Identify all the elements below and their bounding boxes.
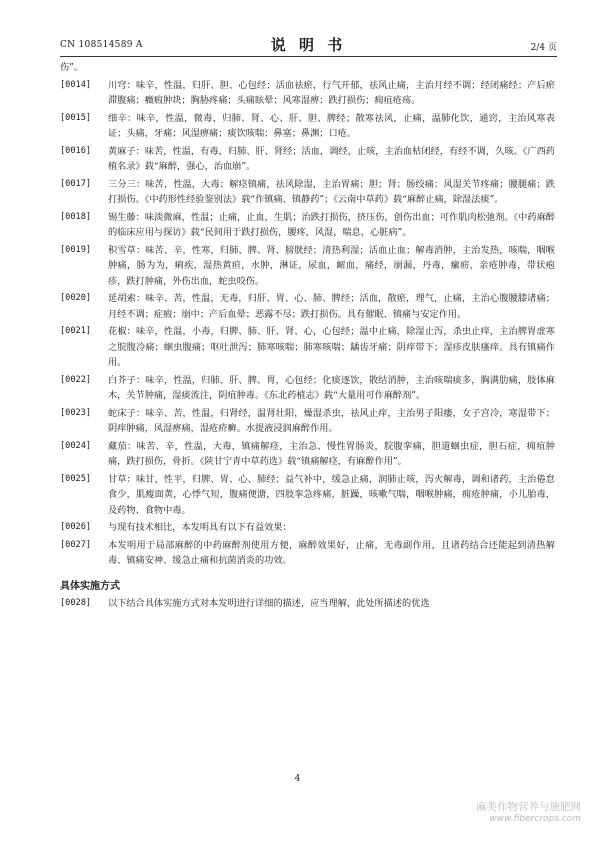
page-header [60, 30, 557, 52]
site-watermark [476, 799, 581, 824]
paragraph-text: 黄麻子：味苦，性温，有毒，归肺、肝、肾经；活血，调经，止咳，主治血枯闭经，有经不调，久咳。《广西药植名录》载“麻醉，强心，治血崩”。 [108, 145, 555, 172]
page-fraction: 2/4 页 [530, 43, 557, 53]
paragraph-number: [0028] [60, 598, 92, 608]
continued-text: 伤”。 [60, 62, 84, 73]
paragraph [60, 406, 555, 437]
paragraph-number: [0018] [60, 211, 92, 222]
paragraph-text: 以下结合具体实施方式对本发明进行详细的描述，应当理解，此处所描述的优选 [108, 598, 430, 609]
paragraph-text: 细辛：味辛，性温，微毒，归肺、肾、心、肝、胆、脾经；散寒祛风，止痛，温肺化饮，通窍，主治风寒表证；头痛，牙痛；风湿痹痛；痰饮咳喘；鼻塞；鼻渊；口疮。 [108, 112, 555, 139]
paragraph-text: 与现有技术相比，本发明具有以下有益效果： [108, 522, 292, 533]
paragraph [60, 520, 555, 536]
paragraph [60, 78, 555, 109]
paragraph-text: 本发明用于局部麻醉的中药麻醉剂使用方便，麻醉效果好，止痛，无毒副作用，且诸药结合还能起到清热解毒、镇痛安神、缓急止痛和抗菌消炎的功效。 [108, 539, 555, 566]
watermark-url: www.fibercrops.com [489, 814, 581, 824]
paragraph-number: [0025] [60, 473, 92, 484]
paragraph [60, 177, 555, 208]
paragraph-text: 川穹：味辛，性温，归肝、胆、心包经；活血祛瘀，行气开郁，祛风止痛，主治月经不调；经闭痛经；产后瘀滞腹痛；癥瘕肿块；胸胁疼痛；头痛眩晕；风寒湿痹；跌打损伤；痈疽疮疡。 [108, 79, 555, 106]
document-body [60, 60, 555, 614]
patent-number: CN 108514589 A [60, 40, 143, 50]
paragraph-text: 延胡索：味辛、苦，性温，无毒，归肝、胃、心、肺、脾经；活血，散瘀，理气，止痛，主治心腹腰膝诸痛；月经不调；症瘕；崩中；产后血晕；恶露不尽；跌打损伤。具有催眠、镇痛与安定作用。 [108, 293, 555, 320]
paragraph-text: 白芥子：味辛，性温，归肺、肝、脾、胃，心包经；化痰逐饮，散结消肿，主治咳喘痰多，胸满肋痛，肢体麻木，关节肿痛，湿痰流注，阴疽肿毒。《东北药植志》载“大量用可作麻醉剂”。 [108, 374, 555, 401]
paragraph-number: [0026] [60, 522, 92, 532]
paragraph-text: 三分三：味苦，性温，大毒；解痉镇痛，祛风除湿，主治胃痛；胆；肾；肠绞痛；风湿关节疼痛；腰腿痛；跌打损伤。《中药形性经验鉴别法》载“作镇痛、镇静药”；《云南中草药》载“麻醉止痛，除湿法痰”。 [108, 178, 555, 205]
document-title: 说 明 书 [270, 36, 347, 54]
paragraph [60, 144, 555, 175]
paragraph-number: [0022] [60, 374, 92, 385]
paragraph-number: [0017] [60, 178, 92, 189]
paragraph [60, 324, 555, 371]
paragraph [60, 373, 555, 404]
paragraph-number: [0019] [60, 244, 92, 255]
paragraph-number: [0014] [60, 79, 92, 90]
paragraph-text: 积雪草：味苦、辛，性寒，归肺、脾、肾、膀胱经；清热利湿；活血止血；解毒消肿，主治发热，咳喘，咽喉肿痛，肠为为，痢疾，湿热黄疸，水肿，淋证，尿血，衄血，痛经，崩漏，丹毒，瘰疬，亲疮肿毒，带状疱疹，跌打肿痛，外伤出血，蛇虫咬伤。 [108, 244, 555, 287]
paragraph [60, 291, 555, 322]
paragraph [60, 596, 555, 612]
paragraph-text: 甘草：味甘，性平，归脾、胃、心、肺经；益气补中，缓急止痛，润肺止咳，泻火解毒，调和诸药，主治倦怠食少，肌瘦面黄，心悸气短，腹痛便溏，四肢挛急疼痛，脏躁，咳嗽气喘，咽喉肿痛，痈疮肿痛，小儿胎毒，及药物、食物中毒。 [108, 473, 555, 516]
paragraph-number: [0024] [60, 440, 92, 451]
paragraph-number: [0020] [60, 293, 92, 303]
paragraph-number: [0015] [60, 112, 92, 123]
paragraph [60, 111, 555, 142]
paragraph-text: 藏茄：味苦、辛，性温，大毒，镇痛解痉，主治急、慢性胃肠炎，脘腹挛痛，胆道蛔虫症，胆石症，痈疽肿痛，跌打损伤，骨折。《陕甘宁青中草药选》载“镇痛解痉，有麻醉作用”。 [108, 440, 555, 467]
paragraph-number: [0016] [60, 145, 92, 156]
page-number: 4 [294, 774, 301, 784]
paragraph [60, 243, 555, 290]
paragraph-number: [0027] [60, 539, 92, 550]
paragraph [60, 472, 555, 519]
section-heading: 具体实施方式 [60, 580, 120, 592]
paragraph [60, 538, 555, 569]
paragraph [60, 439, 555, 470]
paragraph-text: 锡生藤：味淡微麻，性温；止痛，止血，生肌；治跌打损伤，挤压伤，创伤出血；可作肌肉松弛剂。《中药麻醉的临床应用与探访》载“民间用于跌打损伤，腰疼，风湿，喘息，心脏病”。 [108, 211, 555, 238]
paragraph [60, 210, 555, 241]
paragraph-text: 蛇床子：味辛、苦，性温，归肾经，温肾壮阳，燥湿杀虫，祛风止痒，主治男子阳痿，女子宫冷，寒湿带下；阴痒肿痛，风湿痹痛，湿疮疥癣。水提液浸润麻醉作用。 [108, 407, 555, 434]
paragraph-number: [0023] [60, 407, 92, 418]
paragraph-text: 花椒：味辛，性温，小毒，归脾、肺、肝、肾、心，心包经；温中止痛，除湿止泻，杀虫止痒，主治脾胃虚寒之脘腹冷痛；蛔虫腹痛；呕吐泄泻；肺寒咳喘；肺寒咳喘；龋齿牙痛；阴痒带下；湿疹皮肤瘙痒。具有镇痛作用。 [108, 326, 555, 368]
watermark-text: 麻类作物营养与施肥网 [476, 801, 581, 813]
header-divider [60, 56, 557, 57]
paragraph-number: [0021] [60, 326, 92, 336]
